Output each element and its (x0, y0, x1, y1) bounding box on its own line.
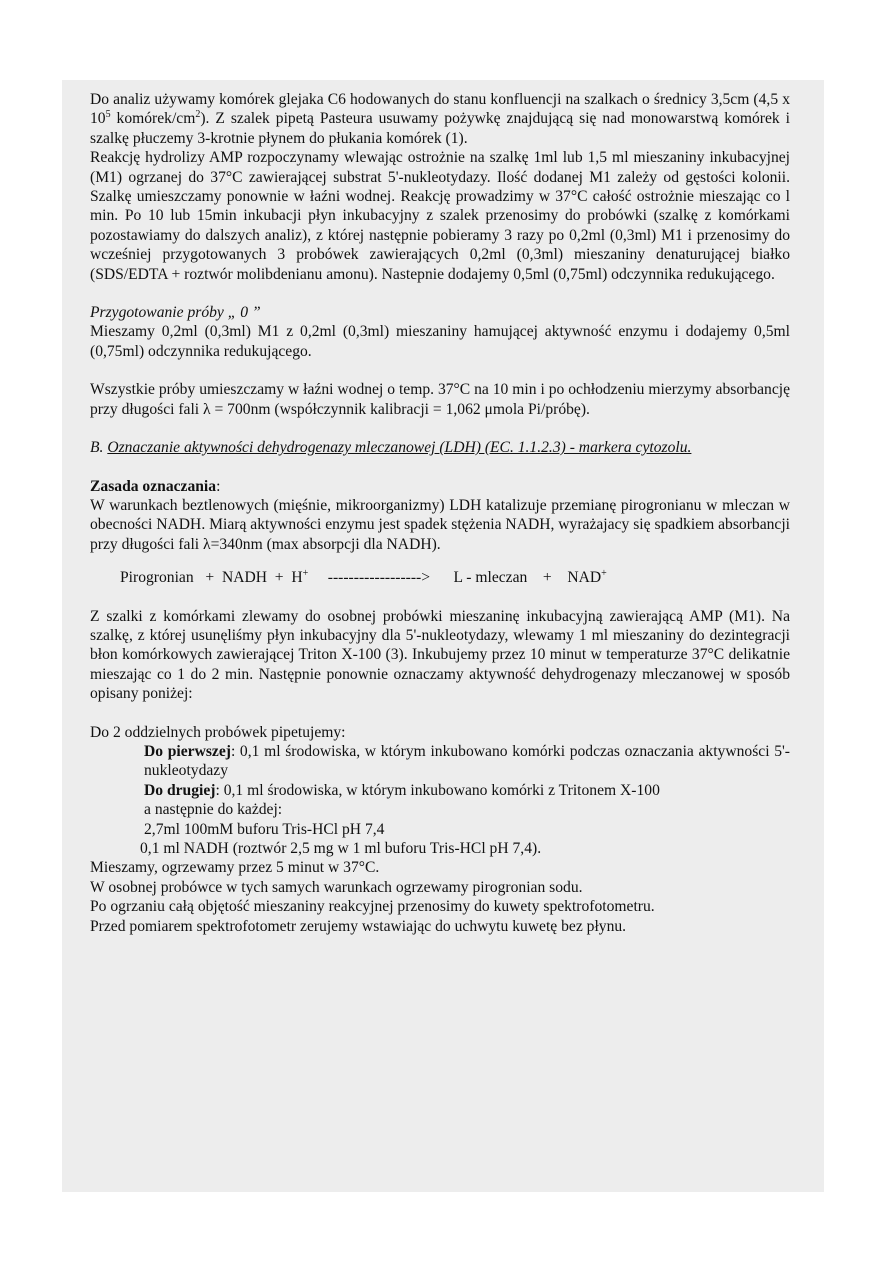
section-b-label: B. (90, 439, 108, 457)
sample-zero-title: Przygotowanie próby „ 0 ” (90, 304, 261, 322)
final-step-zeroing: Przed pomiarem spektrofotometr zerujemy wstawiając do uchwytu kuwetę bez płynu. (90, 917, 627, 935)
paragraph-principle: W warunkach beztlenowych (mięśnie, mikroorganizmy) LDH katalizuje przemianę pirogronianu w mleczan w obecności NADH. Miarą aktywności enzymu jest spadek stężenia NADH, wyrażajacy się spadkiem absorbancji przy długości fali λ=340nm (max absorpcji dla NADH). (90, 496, 790, 553)
eq-lactate: L - mleczan (453, 569, 528, 587)
eq-pyruvate: Pirogronian (120, 569, 194, 587)
nadh-line: 0,1 ml NADH (roztwór 2,5 mg w 1 ml buforu Tris-HCl pH 7,4). (140, 840, 542, 857)
eq-arrow: ------------------> (327, 569, 431, 587)
second-tube-step: Do drugiej: 0,1 ml środowiska, w którym inkubowano komórki z Tritonem X-100 (144, 781, 660, 799)
eq-nad: NAD+ (567, 567, 607, 587)
final-step-pyruvate: W osobnej probówce w tych samych warunkach ogrzewamy pirogronian sodu. (90, 878, 583, 896)
paragraph-hydrolysis: Reakcję hydrolizy AMP rozpoczynamy wlewając ostrożnie na szalkę 1ml lub 1,5 ml mieszaniny inkubacyjnej (M1) ogrzanej do 37°C zawierającej substrat 5'-nukleotydazy. Ilość dodanej M1 zależy od gęstości kolonii. Szalkę umieszczamy ponownie w łaźni wodnej. Reakcję prowadzimy w 37°C całość ostrożnie mieszając co l min. Po 10 lub 15min inkubacji płyn inkubacyjny z szalek przenosimy do probówki (szalkę z komórkami pozostawiamy do dalszych analiz), z której następnie pobieramy 3 razy po 0,2ml (0,3ml) M1 i przenosimy do wcześniej przygotowanych 3 probówek zawierających 0,2ml (0,3ml) mieszaniny denaturującej białko (SDS/EDTA + roztwór molibdenianu amonu). Nastepnie dodajemy 0,5ml (0,75ml) odczynnika redukującego. (90, 149, 790, 283)
paragraph-measurement: Wszystkie próby umieszczamy w łaźni wodnej o temp. 37°C na 10 min i po ochłodzeniu mierzymy absorbancję przy długości fali λ = 700nm (współczynnik kalibracji = 1,062 μmola Pi/próbę). (90, 381, 790, 418)
reaction-equation (90, 568, 790, 587)
paragraph-intro: Do analiz używamy komórek glejaka C6 hodowanych do stanu konfluencji na szalkach o średnicy 3,5cm (4,5 x $10^5$ komórek/$cm^2$). Z szalek pipetą Pasteura usuwamy pożywkę znajdującą się nad monowarstwą komórek i szalkę płuczemy 3-krotnie płynem do płukania komórek (1). (90, 91, 790, 147)
paragraph-sample-zero: Mieszamy 0,2ml (0,3ml) M1 z 0,2ml (0,3ml) mieszaniny hamującej aktywność enzymu i dodajemy 0,5ml (0,75ml) odczynnika redukującego. (90, 323, 790, 360)
eq-proton: H+ (291, 567, 309, 587)
eq-plus: + (274, 569, 284, 587)
document-page (90, 90, 790, 936)
eq-plus: + (205, 569, 215, 587)
paragraph-pipetting: Do 2 oddzielnych probówek pipetujemy: (90, 723, 346, 741)
buffer-line: 2,7ml 100mM buforu Tris-HCl pH 7,4 (144, 820, 385, 838)
paragraph-triton: Z szalki z komórkami zlewamy do osobnej probówki mieszaninę inkubacyjną zawierającą AMP (M1). Na szalkę, z której usunęliśmy płyn inkubacyjny dla 5'-nukleotydazy, wlewamy 1 ml mieszaniny do dezintegracji błon komórkowych zawierającej Triton X-100 (3). Inkubujemy przez 10 minut w temperaturze 37°C delikatnie mieszając co 1 do 2 min. Następnie ponownie oznaczamy aktywność dehydrogenazy mleczanowej w sposób opisany poniżej: (90, 607, 790, 703)
eq-plus: + (542, 569, 552, 587)
section-b-title: Oznaczanie aktywności dehydrogenazy mleczanowej (LDH) (EC. 1.1.2.3) - markera cytozolu. (107, 439, 692, 457)
final-step-transfer: Po ogrzaniu całą objętość mieszaniny reakcyjnej przenosimy do kuwety spektrofotometru. (90, 898, 655, 916)
section-b-heading (90, 438, 790, 457)
final-step-mix: Mieszamy, ogrzewamy przez 5 minut w 37°C. (90, 859, 380, 877)
first-tube-step: Do pierwszej: 0,1 ml środowiska, w którym inkubowano komórki podczas oznaczania aktywności 5'-nukleotydazy (144, 742, 790, 780)
next-step-line: a następnie do każdej: (144, 801, 283, 819)
eq-nadh: NADH (221, 569, 267, 587)
principle-heading: Zasada oznaczania: (90, 477, 221, 495)
